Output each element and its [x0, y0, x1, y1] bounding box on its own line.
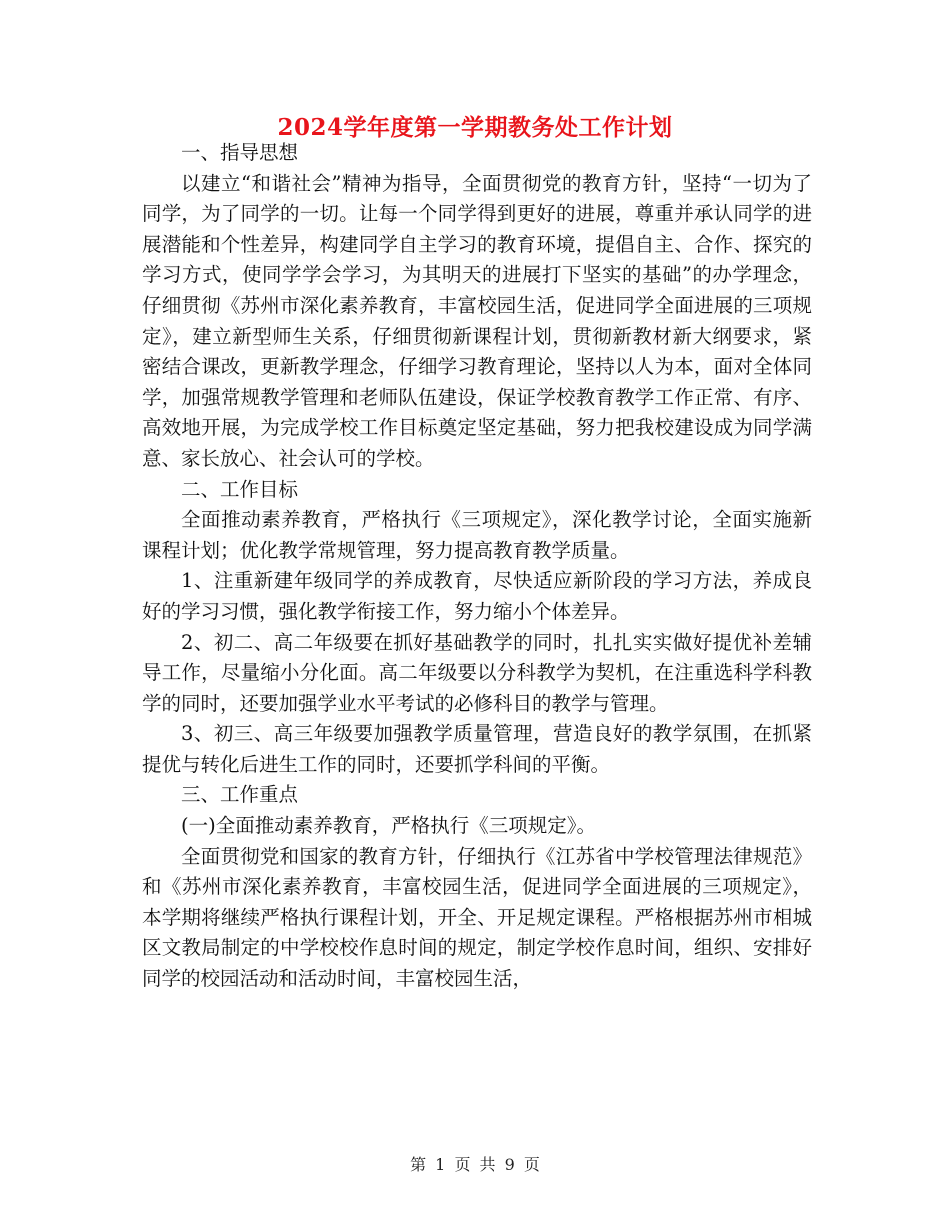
paragraph-goal-3: 3、初三、高三年级要加强教学质量管理，营造良好的教学氛围，在抓紧提优与转化后进生工作的同时，还要抓学科间的平衡。: [142, 722, 812, 776]
paragraph-guiding-ideology: 以建立“和谐社会”精神为指导，全面贯彻党的教育方针，坚持“一切为了同学，为了同学的一切。让每一个同学得到更好的进展，尊重并承认同学的进展潜能和个性差异，构建同学自主学习的教育环境，提倡自主、合作、探究的学习方式，使同学学会学习，为其明天的进展打下坚实的基础”的办学理念，仔细贯彻《苏州市深化素养教育，丰富校园生活，促进同学全面进展的三项规定》，建立新型师生关系，仔细贯彻新课程计划，贯彻新教材新大纲要求，紧密结合课改，更新教学理念，仔细学习教育理论，坚持以人为本，面对全体同学，加强常规教学管理和老师队伍建设，保证学校教育教学工作正常、有序、高效地开展，为完成学校工作目标奠定坚定基础，努力把我校建设成为同学满意、家长放心、社会认可的学校。: [142, 171, 812, 470]
section-heading-work-focus: 三、工作重点: [181, 783, 299, 807]
paragraph-work-goals: 全面推动素养教育，严格执行《三项规定》，深化教学讨论，全面实施新课程计划；优化教学常规管理，努力提高教育教学质量。: [142, 508, 812, 562]
section-heading-guiding-ideology: 一、指导思想: [181, 141, 299, 164]
subheading-focus-1: (一)全面推动素养教育，严格执行《三项规定》。: [181, 814, 596, 838]
paragraph-goal-2: 2、初二、高二年级要在抓好基础教学的同时，扎扎实实做好提优补差辅导工作，尽量缩小分化面。高二年级要以分科教学为契机，在注重选科学科教学的同时，还要加强学业水平考试的必修科目的教学与管理。: [142, 630, 812, 715]
document-body: [142, 138, 812, 995]
section-heading-work-goals: 二、工作目标: [181, 477, 299, 501]
paragraph-goal-1: 1、注重新建年级同学的养成教育，尽快适应新阶段的学习方法，养成良好的学习习惯，强化教学衔接工作，努力缩小个体差异。: [142, 569, 812, 623]
document-title: 2024学年度第一学期教务处工作计划: [277, 114, 673, 141]
paragraph-focus-1: 全面贯彻党和国家的教育方针，仔细执行《江苏省中学校管理法律规范》和《苏州市深化素养教育，丰富校园生活，促进同学全面进展的三项规定》，本学期将继续严格执行课程计划，开全、开足规定课程。严格根据苏州市相城区文教局制定的中学校校作息时间的规定，制定学校作息时间，组织、安排好同学的校园活动和活动时间，丰富校园生活，: [142, 844, 812, 991]
page-indicator: 第 1 页 共 9 页: [410, 1155, 540, 1174]
